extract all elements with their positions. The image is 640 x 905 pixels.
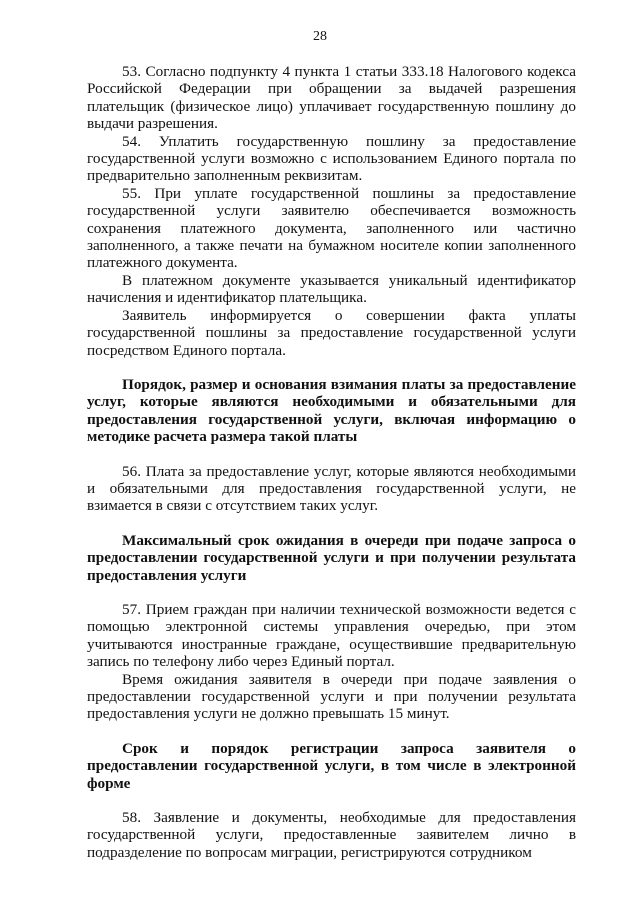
paragraph-55-identifier: В платежном документе указывается уникальный идентификатор начисления и идентификатор плательщика.	[87, 271, 576, 307]
paragraph-53: 53. Согласно подпункту 4 пункта 1 статьи 333.18 Налогового кодекса Российской Федерации при обращении за выдачей разрешения плательщик (физическое лицо) уплачивает государственную пошлину до выдачи разрешения.	[87, 63, 576, 133]
heading-fee-procedure: Порядок, размер и основания взимания платы за предоставление услуг, которые являются необходимыми и обязательными для предоставления государственной услуги, включая информацию о методике расчета размера такой платы	[87, 375, 576, 446]
heading-queue-time: Максимальный срок ожидания в очереди при подаче запроса о предоставлении государственной услуги и при получении результата предоставления услуги	[87, 531, 576, 584]
page-number: 28	[313, 29, 327, 44]
paragraph-55: 55. При уплате государственной пошлины за предоставление государственной услуги заявителю обеспечивается возможность сохранения платежного документа, заполненного или частично заполненного, а также печати на бумажном носителе копии заполненного платежного документа.	[87, 184, 576, 272]
paragraph-57: 57. Прием граждан при наличии технической возможности ведется с помощью электронной системы управления очередью, при этом учитываются иностранные граждане, осуществившие предварительную запись по телефону либо через Единый портал.	[87, 600, 576, 671]
heading-request-registration: Срок и порядок регистрации запроса заявителя о предоставлении государственной услуги, в том числе в электронной форме	[87, 739, 576, 792]
page-body	[87, 63, 576, 861]
paragraph-57-wait-time: Время ожидания заявителя в очереди при подаче заявления о предоставлении государственной услуги и при получении результата предоставления услуги не должно превышать 15 минут.	[87, 670, 576, 723]
paragraph-58: 58. Заявление и документы, необходимые для предоставления государственной услуги, предоставленные заявителем лично в подразделение по вопросам миграции, регистрируются сотрудником	[87, 809, 576, 861]
paragraph-56: 56. Плата за предоставление услуг, которые являются необходимыми и обязательными для предоставления государственной услуги, не взимается в связи с отсутствием таких услуг.	[87, 462, 576, 515]
paragraph-54: 54. Уплатить государственную пошлину за предоставление государственной услуги возможно с использованием Единого портала по предварительно заполненным реквизитам.	[87, 132, 576, 185]
paragraph-55-information: Заявитель информируется о совершении факта уплаты государственной пошлины за предоставление государственной услуги посредством Единого портала.	[87, 306, 576, 359]
